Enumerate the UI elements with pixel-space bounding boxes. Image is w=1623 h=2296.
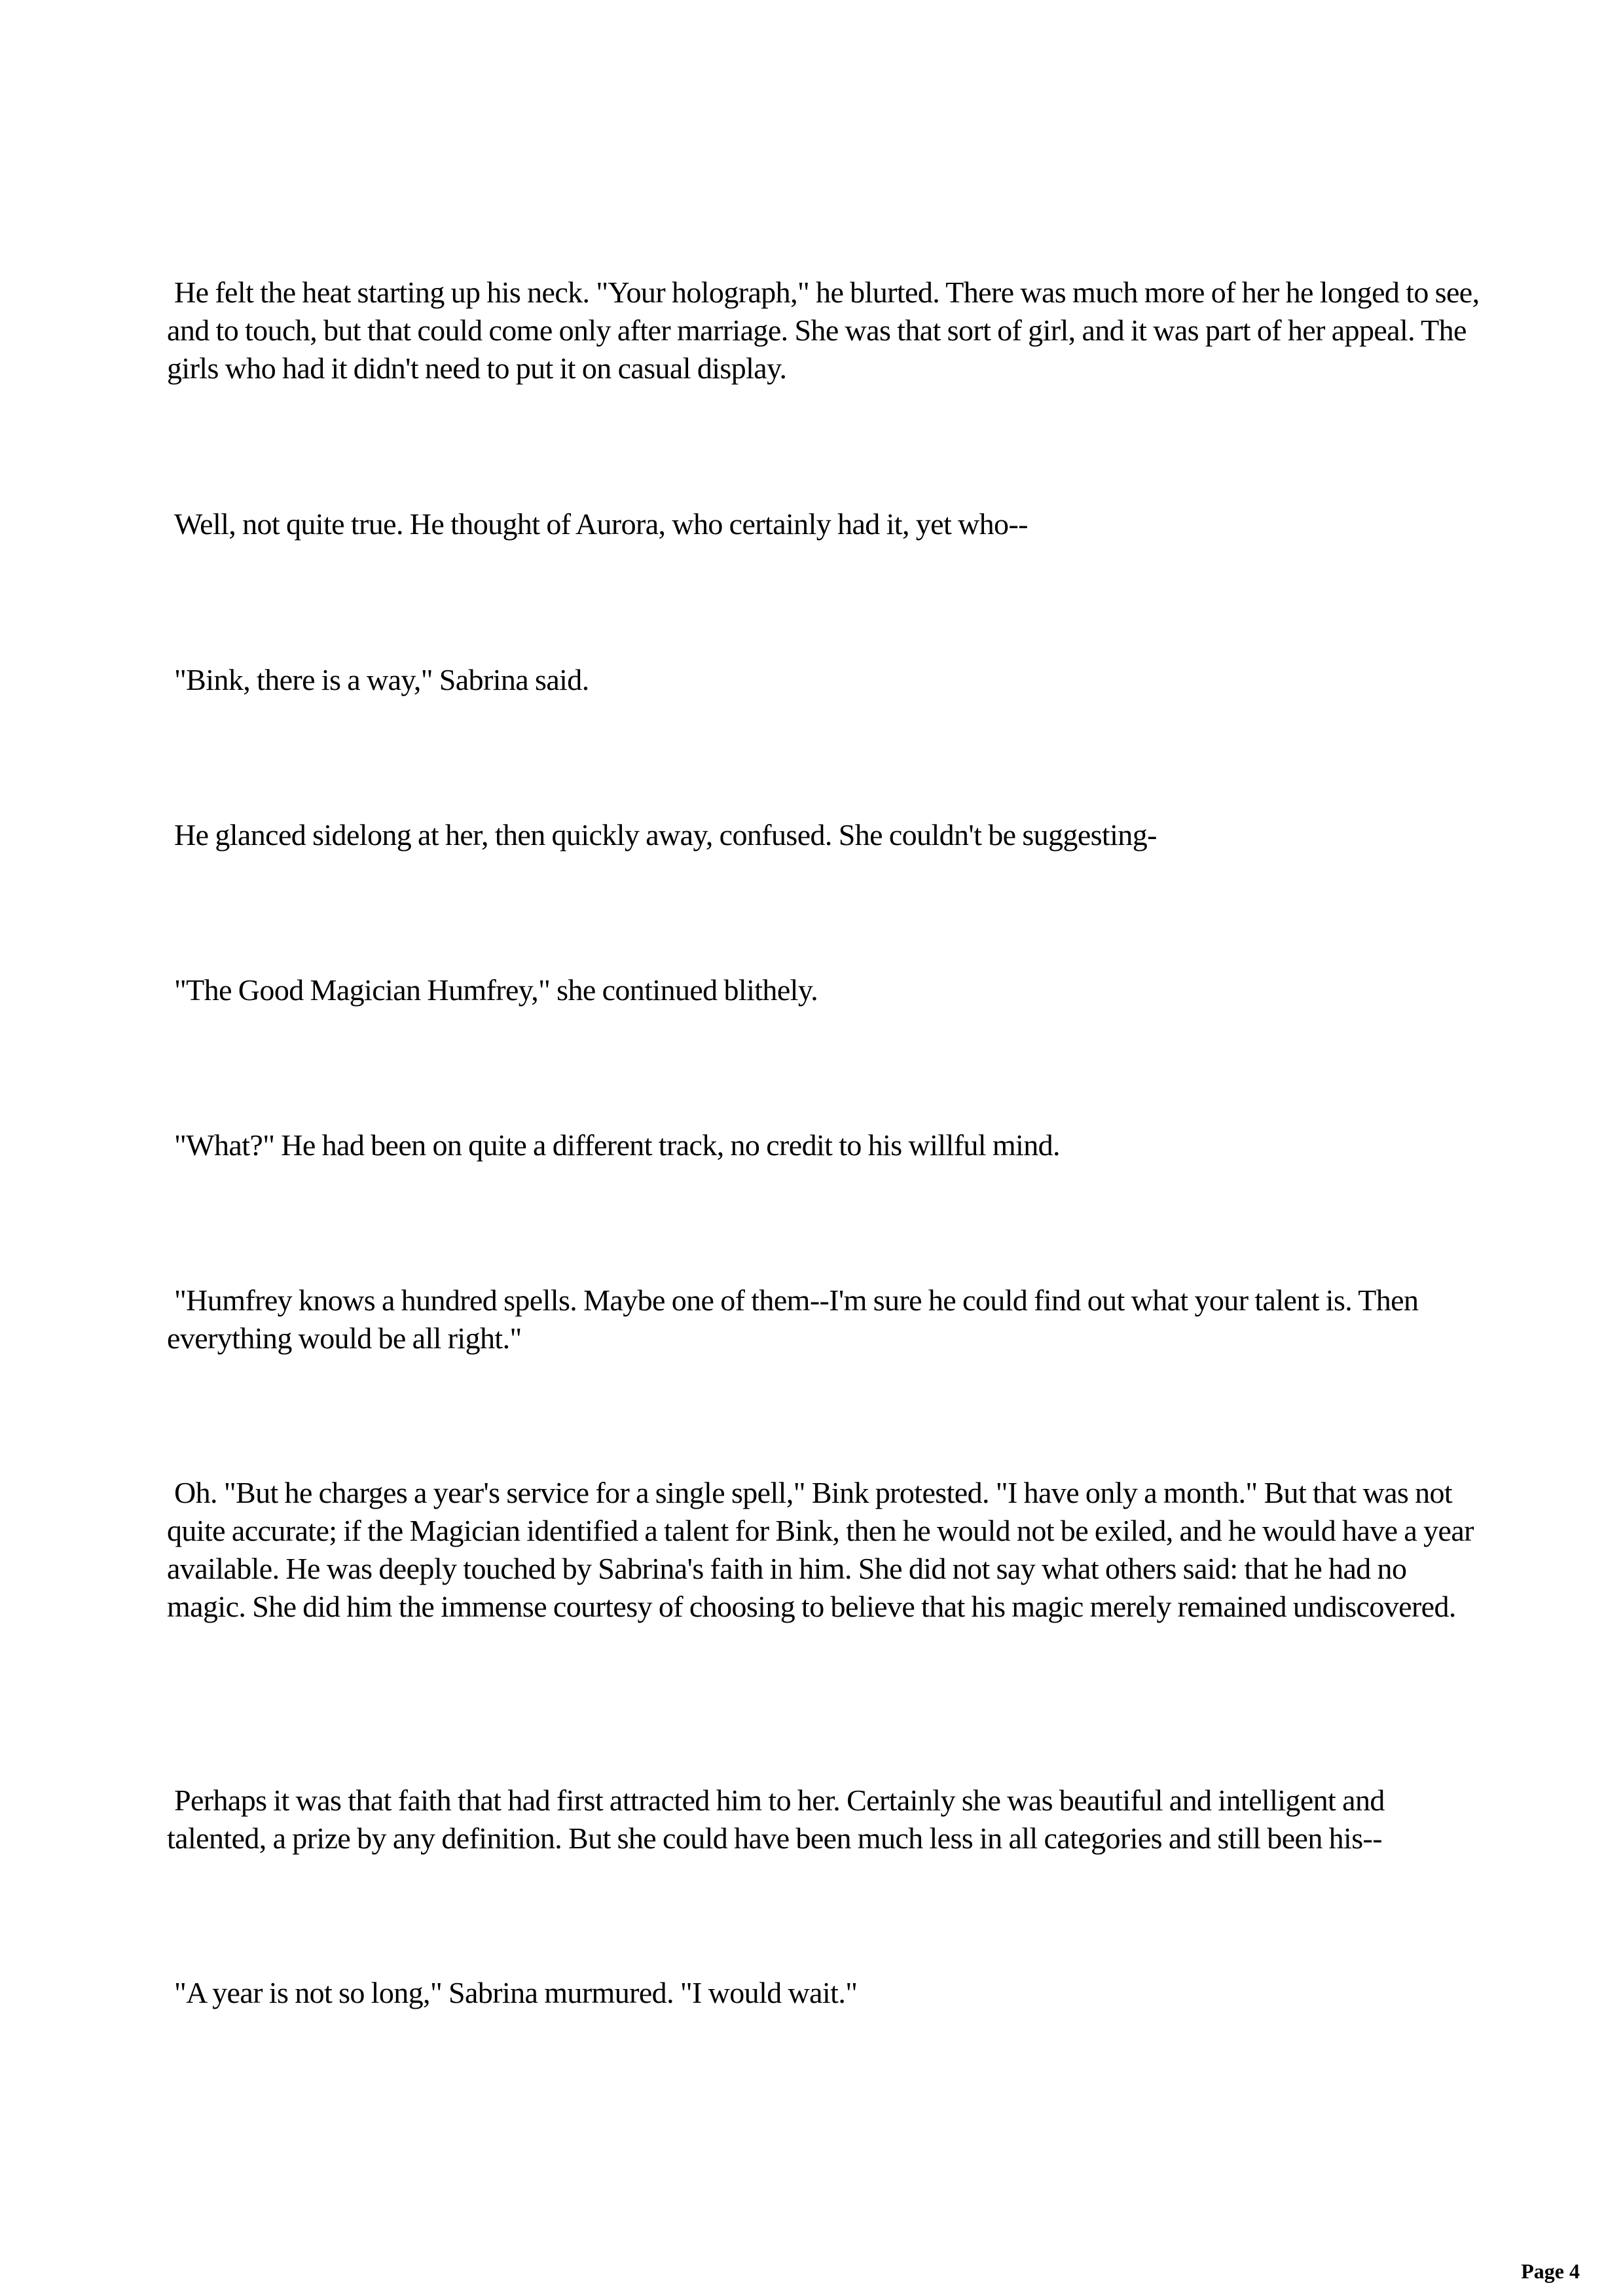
paragraph-8: Oh. "But he charges a year's service for a single spell," Bink protested. "I have only a month." But that was not quite accurate; if the Magician identified a talent for Bink, then he would not be exiled, and he would have a year available. He was deeply touched by Sabrina's faith in him. She did not say what others said: that he had no magic. She did him the immense courtesy of choosing to believe that his magic merely remained undiscovered. bbox=[167, 1476, 1474, 1623]
paragraph-7: "Humfrey knows a hundred spells. Maybe one of them--I'm sure he could find out what your talent is. Then everything would be all right." bbox=[167, 1283, 1419, 1355]
paragraph-10: "A year is not so long," Sabrina murmured. "I would wait." bbox=[174, 1976, 858, 2009]
paragraph-6: "What?" He had been on quite a different track, no credit to his willful mind. bbox=[174, 1128, 1060, 1162]
paragraph-5: "The Good Magician Humfrey," she continued blithely. bbox=[174, 973, 818, 1007]
paragraph-9: Perhaps it was that faith that had first attracted him to her. Certainly she was beautiful and intelligent and talented, a prize by any definition. But she could have been much less in all categories and still been his-- bbox=[167, 1784, 1385, 1855]
paragraph-2: Well, not quite true. He thought of Aurora, who certainly had it, yet who-- bbox=[174, 507, 1028, 541]
page-number: Page 4 bbox=[1521, 2259, 1580, 2283]
paragraph-3: "Bink, there is a way," Sabrina said. bbox=[174, 663, 589, 696]
paragraph-4: He glanced sidelong at her, then quickly away, confused. She couldn't be suggesting- bbox=[174, 818, 1157, 852]
paragraph-1: He felt the heat starting up his neck. "Your holograph," he blurted. There was much more of her he longed to see, and to touch, but that could come only after marriage. She was that sort of girl, and it was part of her appeal. The girls who had it didn't need to put it on casual display. bbox=[167, 276, 1480, 385]
